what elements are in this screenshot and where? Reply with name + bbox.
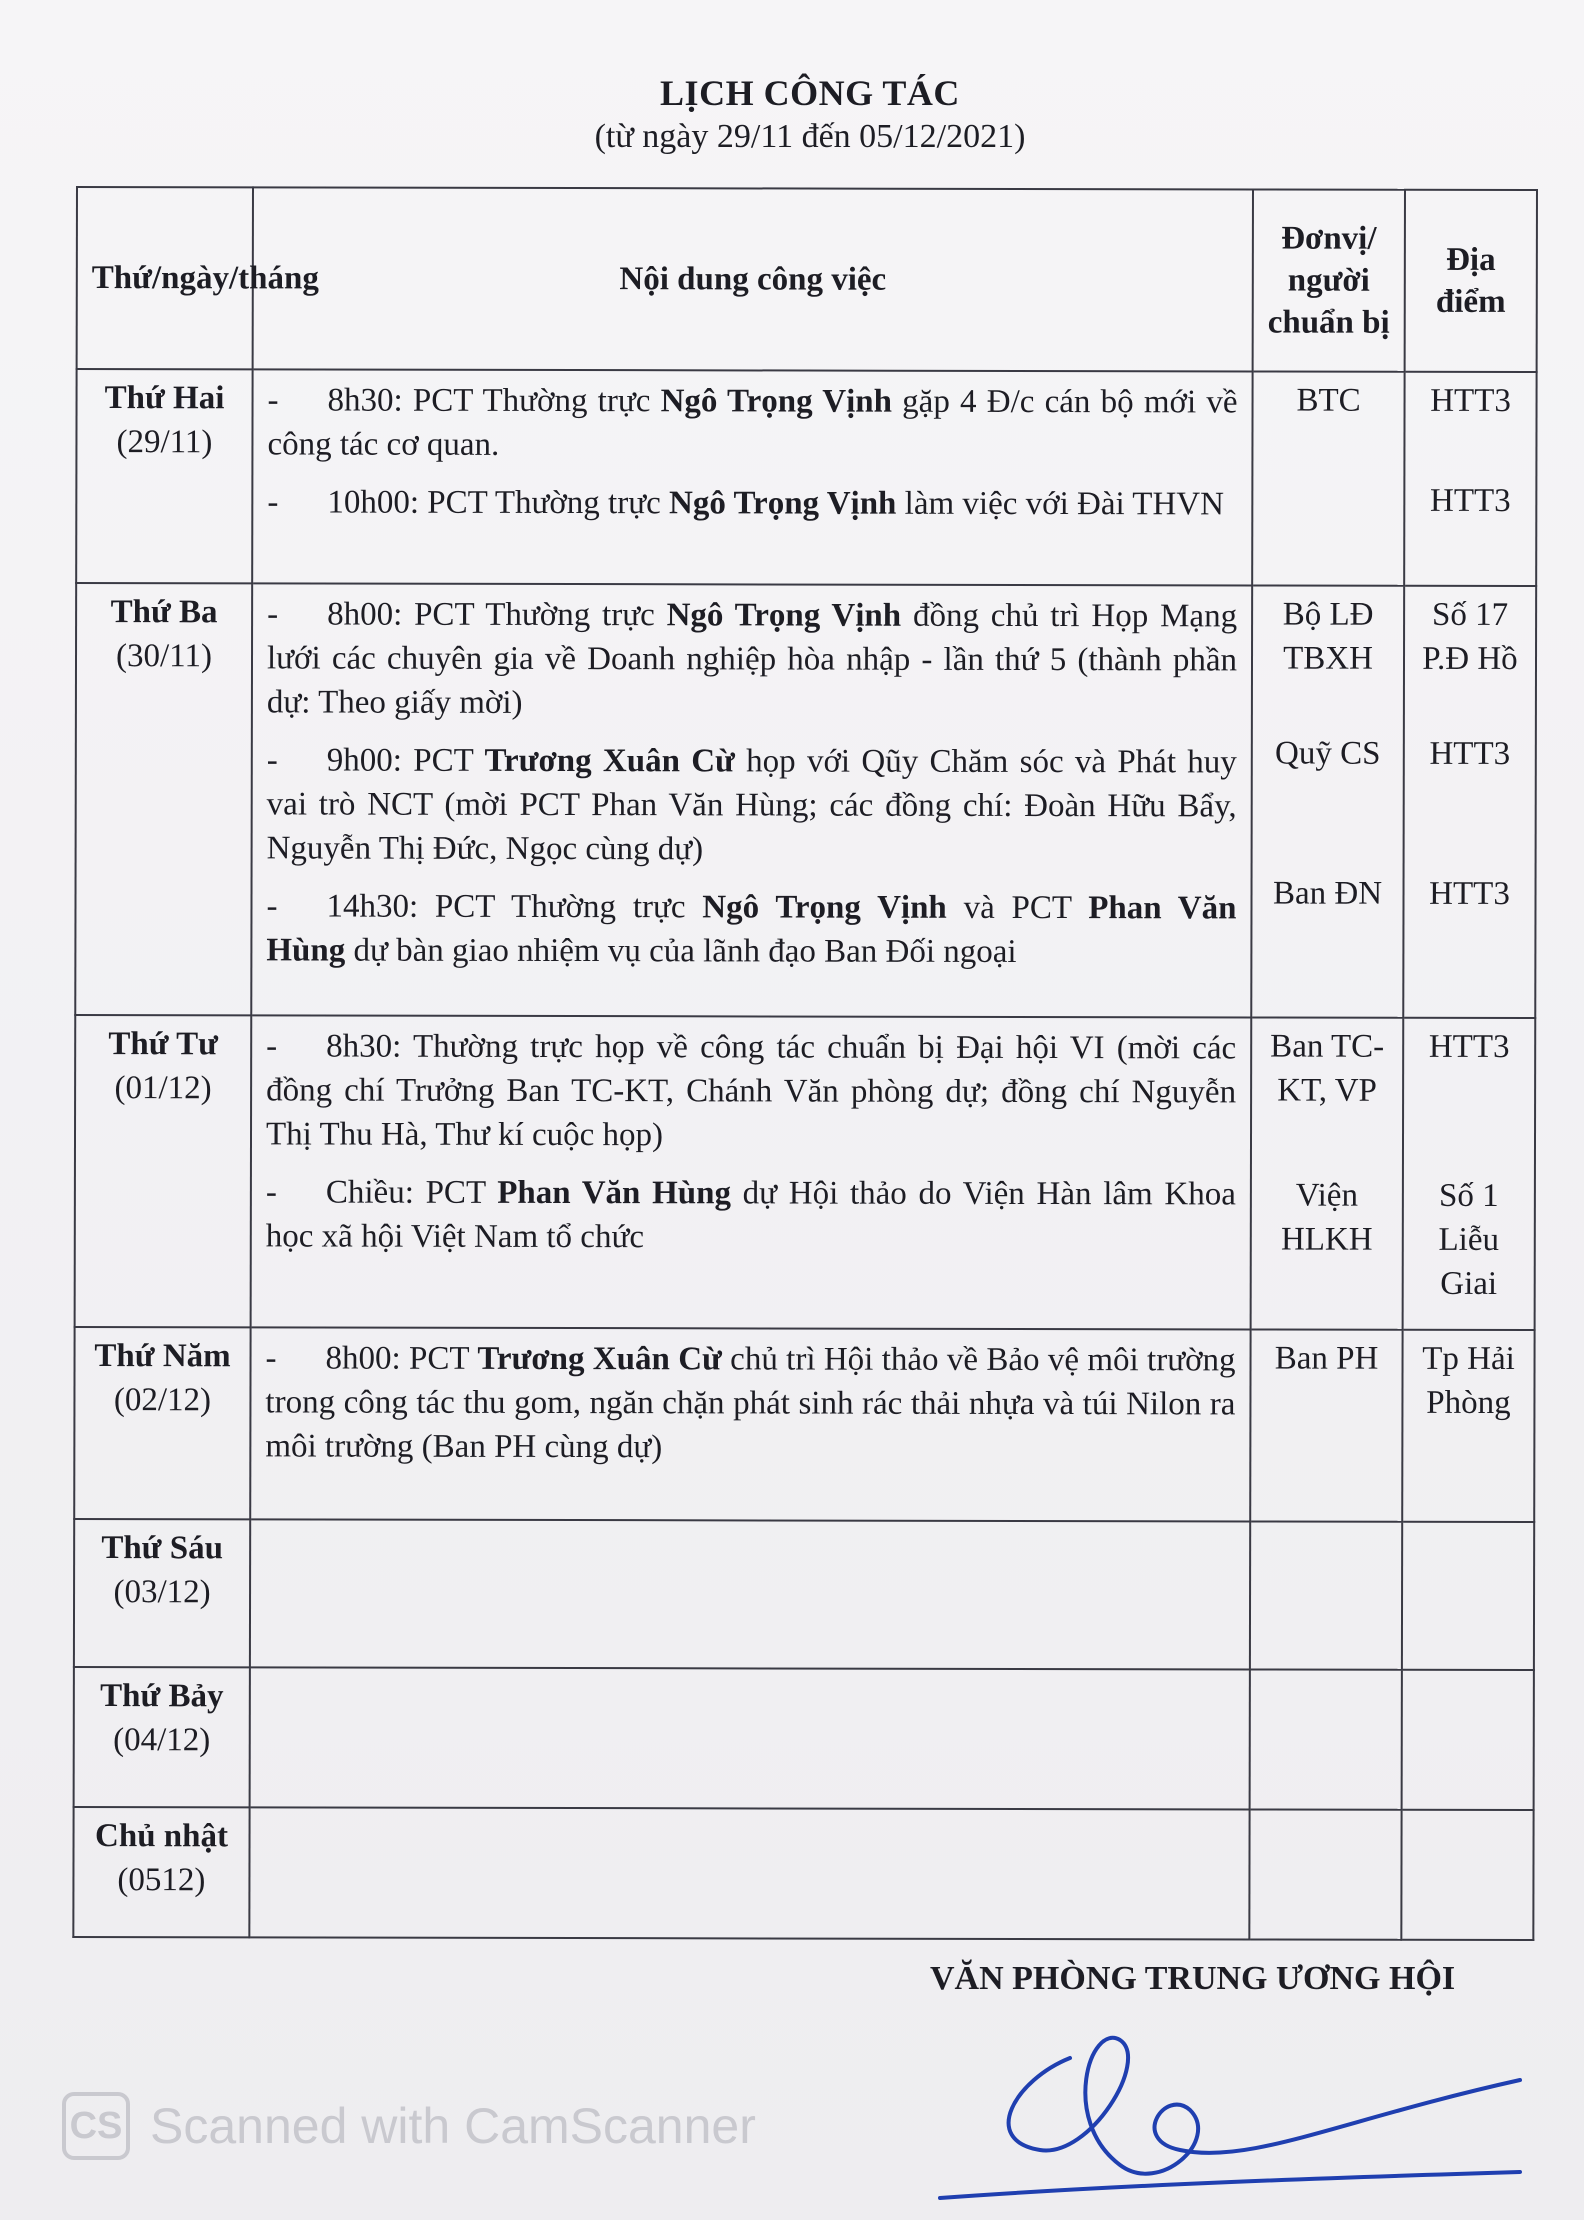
bullet-dash-icon: - xyxy=(267,484,279,521)
header-row xyxy=(77,187,1537,372)
unit-text: BTC xyxy=(1296,382,1361,419)
bullet-dash-icon: - xyxy=(266,1028,278,1065)
header-content: Nội dung công việc xyxy=(253,187,1253,371)
page-subtitle: (từ ngày 29/11 đến 05/12/2021) xyxy=(594,118,1026,155)
place-text: Số 1 Liễu Giai xyxy=(1438,1177,1500,1302)
task-item xyxy=(267,378,1237,468)
person-name: Phan Văn Hùng xyxy=(266,890,1237,969)
day-row xyxy=(75,1015,1536,1330)
content-cell xyxy=(251,1015,1252,1329)
place-cell xyxy=(1402,1522,1534,1670)
task-item xyxy=(267,592,1237,726)
place-text: HTT3 xyxy=(1429,736,1511,773)
task-text: 10h00: PCT Thường trực xyxy=(327,484,670,522)
task-text: làm việc với Đài THVN xyxy=(896,485,1225,523)
person-name: Trương Xuân Cừ xyxy=(484,742,735,780)
bullet-dash-icon: - xyxy=(267,596,279,633)
content-cell xyxy=(250,1519,1250,1669)
header-day: Thứ/ngày/tháng xyxy=(77,187,253,369)
day-row xyxy=(74,1667,1534,1810)
task-text: gặp 4 Đ/c cán bộ mới về công tác cơ quan. xyxy=(267,383,1238,463)
signature-image xyxy=(920,2000,1540,2210)
header-unit: Đơnvị/ người chuẩn bị xyxy=(1253,189,1405,371)
task-text: 8h00: PCT xyxy=(325,1340,478,1377)
person-name: Phan Văn Hùng xyxy=(497,1174,732,1212)
person-name: Trương Xuân Cừ xyxy=(477,1340,722,1378)
camscanner-watermark xyxy=(62,2092,756,2160)
place-text: Tp Hải Phòng xyxy=(1422,1340,1515,1421)
day-date: (03/12) xyxy=(113,1574,211,1611)
day-date: (04/12) xyxy=(113,1722,211,1759)
person-name: Ngô Trọng Vịnh xyxy=(702,889,947,926)
place-text: HTT3 xyxy=(1429,875,1510,912)
unit-text: Ban TC-KT, VP xyxy=(1270,1028,1385,1109)
person-name: Ngô Trọng Vịnh xyxy=(666,597,902,634)
day-name: Thứ Năm xyxy=(94,1338,231,1375)
day-name: Thứ Bảy xyxy=(100,1678,224,1715)
place-cell xyxy=(1401,1810,1533,1940)
place-text: Số 17 P.Đ Hồ xyxy=(1422,596,1518,678)
day-cell xyxy=(74,1519,250,1667)
day-row xyxy=(76,369,1536,586)
day-cell xyxy=(75,583,252,1015)
task-text: đồng chủ trì Họp Mạng lưới các chuyên gia về Doanh nghiệp hòa nhập - lần thứ 5 (thành phần dự: Theo giấy mời) xyxy=(266,597,1238,721)
unit-text: Ban ĐN xyxy=(1272,875,1383,912)
place-cell xyxy=(1402,1330,1534,1522)
task-text: Chiều: PCT xyxy=(325,1174,498,1211)
task-item xyxy=(267,480,1237,526)
task-text: dự bàn giao nhiệm vụ của lãnh đạo Ban Đối ngoại xyxy=(345,932,1017,970)
unit-text: Viện HLKH xyxy=(1280,1177,1373,1258)
place-text: HTT3 xyxy=(1428,1028,1510,1065)
day-cell xyxy=(73,1807,249,1937)
task-text: 8h30: Thường trực họp về công tác chuẩn bị Đại hội VI (mời các đồng chí Trưởng Ban TC-KT, Chánh Văn phòng dự; đồng chí Nguyễn Thị Thu Hà, Thư kí cuộc họp) xyxy=(265,1028,1237,1154)
task-item xyxy=(265,1336,1235,1470)
unit-cell xyxy=(1249,1809,1401,1939)
place-cell xyxy=(1402,1670,1534,1810)
task-text: chủ trì Hội thảo về Bảo vệ môi trường trong công tác thu gom, ngăn chặn phát sinh rác thải nhựa và túi Nilon ra môi trường (Ban PH cùng dự) xyxy=(265,1341,1236,1466)
person-name: Ngô Trọng Vịnh xyxy=(660,383,893,420)
day-row xyxy=(74,1519,1534,1670)
content-cell xyxy=(250,1667,1250,1809)
place-text: HTT3 xyxy=(1429,482,1511,520)
task-item xyxy=(266,884,1236,974)
day-date: (02/12) xyxy=(113,1382,212,1419)
bullet-dash-icon: - xyxy=(265,1174,277,1211)
header-place: Địa điểm xyxy=(1405,190,1537,372)
day-cell xyxy=(74,1327,250,1519)
unit-text: Quỹ CS xyxy=(1275,735,1381,773)
day-date: (01/12) xyxy=(114,1070,212,1107)
task-item xyxy=(267,738,1237,872)
task-text: và PCT xyxy=(946,889,1089,927)
day-name: Thứ Ba xyxy=(110,594,218,631)
day-name: Thứ Hai xyxy=(104,380,225,417)
person-name: Ngô Trọng Vịnh xyxy=(668,485,897,522)
schedule-table xyxy=(72,186,1538,1941)
content-cell xyxy=(252,369,1252,585)
content-cell xyxy=(251,583,1252,1017)
content-cell xyxy=(250,1327,1250,1521)
unit-cell xyxy=(1251,585,1404,1017)
day-date: (29/11) xyxy=(116,424,213,461)
day-row xyxy=(73,1807,1533,1940)
unit-cell xyxy=(1250,1521,1402,1669)
task-text: 9h00: PCT xyxy=(326,742,485,779)
day-row xyxy=(74,1327,1534,1522)
task-text: dự Hội thảo do Viện Hàn lâm Khoa học xã hội Việt Nam tổ chức xyxy=(265,1175,1236,1256)
day-date: (30/11) xyxy=(116,638,213,675)
bullet-dash-icon: - xyxy=(267,382,279,419)
unit-cell xyxy=(1252,371,1404,585)
unit-cell xyxy=(1250,1329,1402,1521)
bullet-dash-icon: - xyxy=(266,742,278,779)
page-title: LỊCH CÔNG TÁC xyxy=(660,73,960,113)
unit-cell xyxy=(1251,1017,1404,1329)
task-text: 14h30: PCT Thường trực xyxy=(326,888,703,926)
place-cell xyxy=(1403,586,1536,1018)
day-cell xyxy=(74,1667,250,1807)
day-cell xyxy=(76,369,252,583)
place-cell xyxy=(1404,372,1536,586)
day-name: Thứ Tư xyxy=(108,1026,219,1063)
bullet-dash-icon: - xyxy=(265,1340,277,1377)
unit-text: Ban PH xyxy=(1274,1340,1379,1377)
day-name: Chủ nhật xyxy=(95,1818,229,1855)
task-item xyxy=(266,1170,1236,1260)
unit-text xyxy=(1267,478,1389,578)
day-cell xyxy=(75,1015,252,1327)
place-text: HTT3 xyxy=(1430,382,1511,420)
issuer-name: VĂN PHÒNG TRUNG ƯƠNG HỘI xyxy=(930,1960,1456,1997)
task-item xyxy=(266,1024,1236,1158)
task-text: họp với Qũy Chăm sóc và Phát huy vai trò NCT (mời PCT Phan Văn Hùng; các đồng chí: Đoàn Hữu Bẩy, Nguyễn Thị Đức, Ngọc cùng dự) xyxy=(266,743,1237,868)
day-date: (0512) xyxy=(117,1862,206,1899)
unit-cell xyxy=(1250,1669,1402,1809)
content-cell xyxy=(249,1807,1249,1939)
camscanner-logo-icon: CS xyxy=(62,2092,130,2160)
unit-text: Bộ LĐ TBXH xyxy=(1282,596,1374,677)
watermark-text: Scanned with CamScanner xyxy=(150,2098,756,2154)
task-text: 8h00: PCT Thường trực xyxy=(327,596,667,634)
task-text: 8h30: PCT Thường trực xyxy=(327,382,661,420)
day-row xyxy=(75,583,1536,1018)
schedule-body xyxy=(73,369,1536,1940)
day-name: Thứ Sáu xyxy=(101,1530,223,1567)
bullet-dash-icon: - xyxy=(266,888,278,925)
place-cell xyxy=(1403,1018,1536,1330)
